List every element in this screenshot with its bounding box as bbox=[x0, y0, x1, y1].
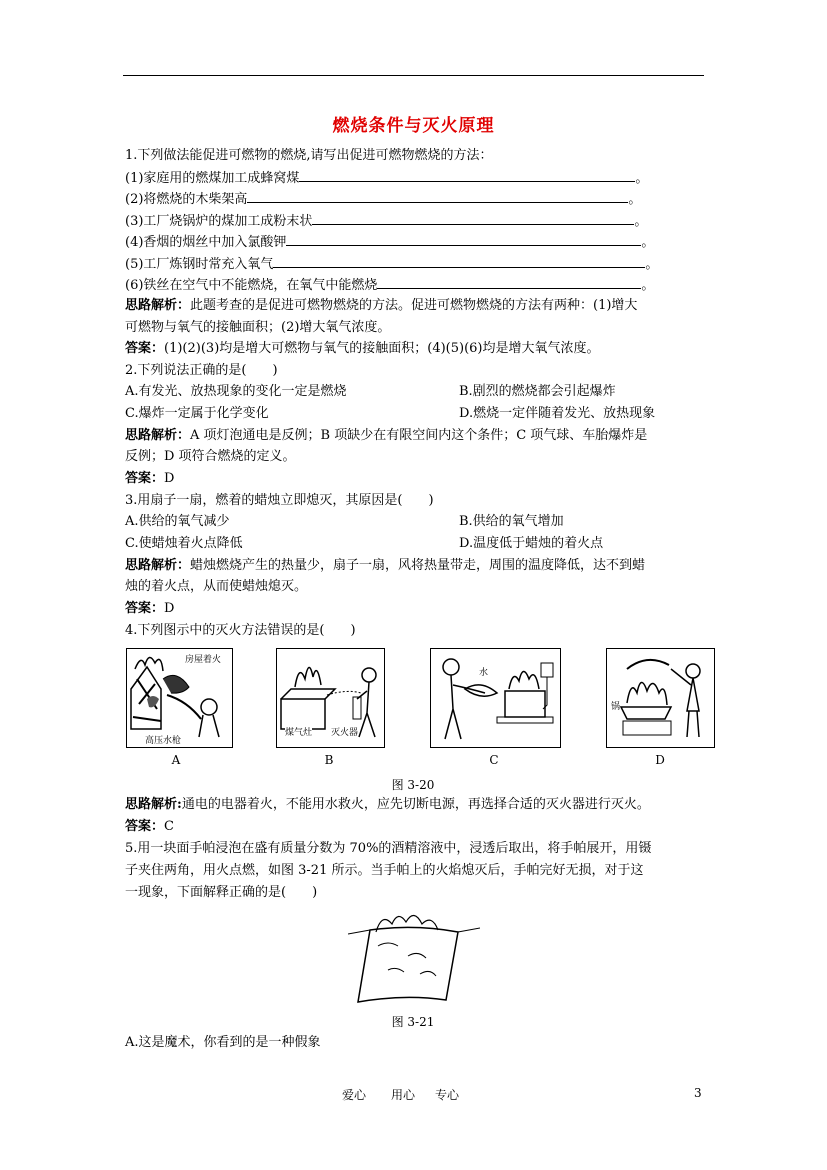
q3-analysis: 思路解析：蜡烛燃烧产生的热量少，扇子一扇，风将热量带走，周围的温度降低，达不到蜡 bbox=[125, 558, 646, 573]
figure-d-label-pan: 锅 bbox=[611, 699, 620, 712]
q2-analysis-cont: 反例；D 项符合燃烧的定义。 bbox=[125, 449, 296, 464]
footer-text-1: 爱心 bbox=[342, 1088, 367, 1102]
figure-a-letter: A bbox=[171, 753, 181, 767]
q2-option-c: C.爆炸一定属于化学变化 bbox=[125, 406, 269, 421]
q1-item-1: (1)家庭用的燃煤加工成蜂窝煤 。 bbox=[125, 167, 648, 189]
figure-d-letter: D bbox=[655, 753, 665, 767]
q3-option-b: B.供给的氧气增加 bbox=[459, 514, 564, 529]
page-number: 3 bbox=[694, 1086, 702, 1100]
q1-item-4: (4)香烟的烟丝中加入氯酸钾 。 bbox=[125, 231, 654, 253]
q5-stem-line-2: 子夹住两角，用火点燃，如图 3-21 所示。当手帕上的火焰熄灭后，手帕完好无损，对于这 bbox=[125, 863, 644, 878]
figure-a-label-top: 房屋着火 bbox=[185, 652, 221, 665]
q4-stem: 4.下列图示中的灭火方法错误的是( ) bbox=[125, 623, 356, 638]
figure-b-stove-fire bbox=[276, 648, 385, 748]
q1-answer: 答案：(1)(2)(3)均是增大可燃物与氧气的接触面积；(4)(5)(6)均是增大氧气浓度。 bbox=[125, 341, 600, 356]
q2-option-d: D.燃烧一定伴随着发光、放热现象 bbox=[459, 406, 656, 421]
q3-option-c: C.使蜡烛着火点降低 bbox=[125, 536, 243, 551]
figure-c-electrical-fire bbox=[430, 648, 561, 748]
figure-a-house-fire bbox=[126, 648, 233, 748]
q2-stem: 2.下列说法正确的是( ) bbox=[125, 363, 278, 378]
q3-option-d: D.温度低于蜡烛的着火点 bbox=[459, 536, 604, 551]
q2-option-b: B.剧烈的燃烧都会引起爆炸 bbox=[459, 384, 616, 399]
figure-3-20-caption: 图 3-20 bbox=[391, 778, 435, 792]
footer-text-3: 专心 bbox=[435, 1088, 460, 1102]
q3-answer: 答案：D bbox=[125, 601, 175, 616]
figure-b-label-extinguisher: 灭火器 bbox=[331, 725, 358, 738]
figure-d-pan-fire bbox=[606, 648, 715, 748]
q2-answer: 答案：D bbox=[125, 471, 175, 486]
figure-b-letter: B bbox=[324, 753, 334, 767]
q1-analysis-cont: 可燃物与氧气的接触面积；(2)增大氧气浓度。 bbox=[125, 320, 391, 335]
page-title: 燃烧条件与灭火原理 bbox=[332, 116, 495, 136]
q5-option-a: A.这是魔术，你看到的是一种假象 bbox=[125, 1035, 321, 1050]
q1-item-3: (3)工厂烧锅炉的煤加工成粉末状 。 bbox=[125, 210, 647, 232]
figure-a-label-bottom: 高压水枪 bbox=[145, 733, 181, 746]
figure-3-21-caption: 图 3-21 bbox=[391, 1015, 435, 1029]
q1-item-5: (5)工厂炼钢时常充入氧气 。 bbox=[125, 253, 658, 275]
q5-stem-line-3: 一现象，下面解释正确的是( ) bbox=[125, 885, 318, 900]
q1-analysis: 思路解析：此题考查的是促进可燃物燃烧的方法。促进可燃物燃烧的方法有两种：(1)增大 bbox=[125, 298, 638, 313]
q3-stem: 3.用扇子一扇，燃着的蜡烛立即熄灭，其原因是( ) bbox=[125, 493, 434, 508]
q1-stem: 1.下列做法能促进可燃物的燃烧,请写出促进可燃物燃烧的方法： bbox=[125, 148, 493, 163]
q3-option-a: A.供给的氧气减少 bbox=[125, 514, 230, 529]
q2-option-a: A.有发光、放热现象的变化一定是燃烧 bbox=[125, 384, 347, 399]
q2-analysis: 思路解析：A 项灯泡通电是反例；B 项缺少在有限空间内这个条件；C 项气球、车胎爆炸是 bbox=[125, 428, 648, 443]
q4-analysis: 思路解析:通电的电器着火，不能用水救火，应先切断电源，再选择合适的灭火器进行灭火。 bbox=[125, 797, 650, 812]
q4-answer: 答案：C bbox=[125, 819, 174, 834]
figure-c-letter: C bbox=[489, 753, 499, 767]
figure-c-label-water: 水 bbox=[479, 665, 488, 678]
q1-item-6: (6)铁丝在空气中不能燃烧，在氧气中能燃烧 。 bbox=[125, 274, 654, 296]
figure-b-label-stove: 煤气灶 bbox=[285, 725, 312, 738]
q3-analysis-cont: 烛的着火点，从而使蜡烛熄灭。 bbox=[125, 579, 308, 594]
q5-stem-line-1: 5.用一块面手帕浸泡在盛有质量分数为 70%的酒精溶液中，浸透后取出，将手帕展开，用镊 bbox=[125, 841, 652, 856]
figure-3-21-handkerchief bbox=[348, 910, 480, 1010]
footer-text-2: 用心 bbox=[391, 1088, 416, 1102]
q1-item-2: (2)将燃烧的木柴架高 。 bbox=[125, 188, 641, 210]
header-rule bbox=[123, 75, 704, 76]
